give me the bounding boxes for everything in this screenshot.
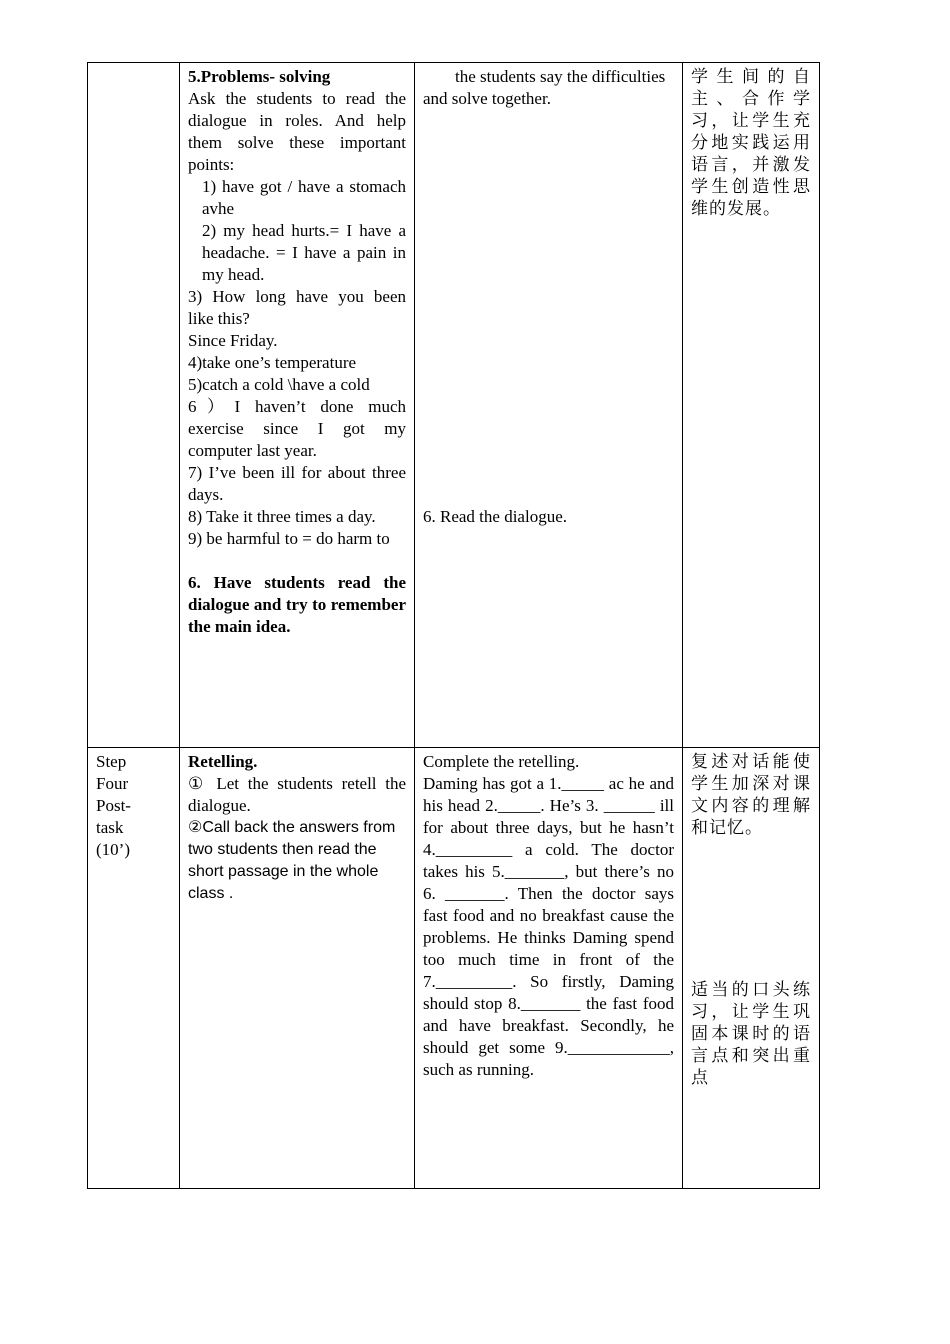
activity-text: the students say the difficulties: [455, 67, 666, 86]
point-item: 2) my head hurts.= I have a headache. = I have a pain in my head.: [202, 221, 406, 284]
point-item: 6）I haven’t done much exercise since I got my computer last year.: [188, 397, 406, 460]
point-item: 4)take one’s temperature: [188, 353, 357, 372]
intro-text: Ask the students to read the dialogue in roles. And help them solve these important points:: [188, 89, 406, 174]
activity-text-2: and solve together.: [423, 89, 551, 108]
purpose-cell: [683, 748, 820, 1189]
purpose-text: 复述对话能使学生加深对课文内容的理解和记忆。: [691, 752, 811, 838]
step-cell: [88, 748, 180, 1189]
step-duration: (10’): [96, 840, 130, 859]
purpose-text: 学生间的自主、合作学习，让学生充分地实践运用语言，并激发学生创造性思维的发展。: [691, 67, 811, 219]
table-row: [88, 748, 820, 1189]
step-number: Four: [96, 774, 129, 793]
point-item: 9) be harmful to = do harm to: [188, 529, 390, 548]
section-heading: 5.Problems- solving: [188, 67, 331, 86]
point-item: 5)catch a cold \have a cold: [188, 375, 370, 394]
point-item: 7) I’ve been ill for about three days.: [188, 463, 406, 504]
step-label: Step: [96, 752, 127, 771]
activity-cell: [415, 63, 683, 748]
step-cell-empty: [88, 63, 180, 748]
table-row: [88, 63, 820, 748]
procedure-cell: [180, 748, 415, 1189]
retelling-passage: Daming has got a 1._____ ac he and his head 2._____. He’s 3. ______ ill for about three days, but he hasn’t 4._________ a cold. The doctor takes his 5._______, but there’s no 6. _______. Then the doctor says fast food and no breakfast cause the problems. He thinks Daming spend too much time in front of the 7._________. So firstly, Daming should stop 8._______ the fast food and have breakfast. Secondly, he should get some 9.____________, such as running.: [423, 774, 674, 1079]
step-type-2: task: [96, 818, 124, 837]
point-item: 3) How long have you been like this?: [188, 287, 406, 328]
purpose-text-2: 适当的口头练习，让学生巩固本课时的语言点和突出重点: [691, 980, 811, 1088]
step-type: Post-: [96, 796, 131, 815]
lesson-plan-table: [87, 62, 820, 1189]
closing-instruction: 6. Have students read the dialogue and try to remember the main idea.: [188, 573, 406, 636]
section-heading: Retelling.: [188, 752, 258, 771]
point-item: 8) Take it three times a day.: [188, 507, 376, 526]
procedure-cell: [180, 63, 415, 748]
point-item: Since Friday.: [188, 331, 278, 350]
purpose-cell: [683, 63, 820, 748]
activity-cell: [415, 748, 683, 1189]
read-dialogue-text: 6. Read the dialogue.: [423, 507, 567, 526]
point-item: 1) have got / have a stomach avhe: [202, 177, 406, 218]
activity-heading: Complete the retelling.: [423, 752, 580, 771]
procedure-item: ① Let the students retell the dialogue.: [188, 774, 406, 815]
procedure-item: ②Call back the answers from two students then read the short passage in the whole class .: [188, 819, 396, 902]
